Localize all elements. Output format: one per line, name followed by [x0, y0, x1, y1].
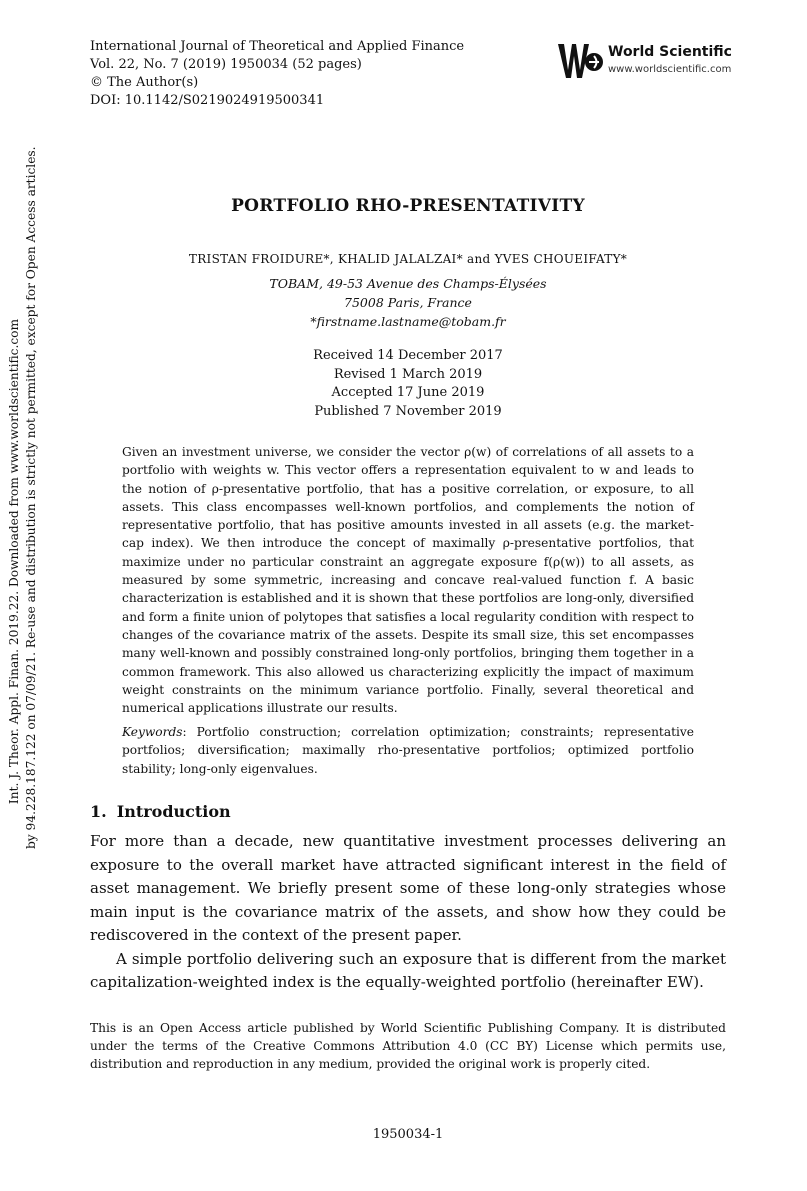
section-title: Introduction [116, 802, 231, 821]
download-watermark [6, 146, 40, 849]
keywords [122, 723, 694, 778]
section-number: 1. [90, 802, 107, 821]
watermark-line-2: by 94.228.187.122 on 07/09/21. Re-use and distribution is strictly not permitted, except for Open Access articles. [24, 146, 38, 849]
keywords-label: Keywords [122, 725, 183, 739]
publication-dates [90, 347, 726, 421]
affiliation-line-1: TOBAM, 49-53 Avenue des Champs-Élysées [269, 276, 547, 291]
accepted-date: Accepted 17 June 2019 [331, 385, 485, 400]
page-number: 1950034-1 [372, 1127, 444, 1142]
doi: DOI: 10.1142/S0219024919500341 [90, 93, 325, 108]
watermark-line-1: Int. J. Theor. Appl. Finan. 2019.22. Downloaded from www.worldscientific.com [7, 318, 21, 805]
journal-header [90, 38, 464, 110]
body-text [90, 830, 726, 995]
section-heading [90, 802, 231, 821]
paragraph: A simple portfolio delivering such an exposure that is different from the market capitalization-weighted index is the equally-weighted portfolio (hereinafter EW). [90, 949, 726, 991]
author-list: TRISTAN FROIDURE*, KHALID JALALZAI* and YVES CHOUEIFATY* [188, 252, 628, 266]
affiliation [90, 274, 726, 331]
affiliation-email: *firstname.lastname@tobam.fr [310, 314, 506, 329]
license-footnote: This is an Open Access article published by World Scientific Publishing Company. It is distributed under the terms of the Creative Commons Attribution 4.0 (CC BY) License which permits use, distribution and reproduction in any medium, provided the original work is properly cited. [90, 1021, 726, 1071]
keywords-text: : Portfolio construction; correlation optimization; constraints; representative portfolios; diversification; maximally rho-presentative portfolios; optimized portfolio stability; long-only eigenvalues. [122, 725, 694, 776]
revised-date: Revised 1 March 2019 [333, 366, 483, 382]
abstract: Given an investment universe, we consider the vector ρ(w) of correlations of all assets to a portfolio with weights w. This vector offers a representation equivalent to w and leads to the notion of ρ-presentative portfolio, that has a positive correlation, or exposure, to all assets. This class encompasses well-known portfolios, and complements the notion of representative portfolio, that has positive amounts invested in all assets (e.g. the market-cap index). We then introduce the concept of maximally ρ-presentative portfolios, that maximize under no particular constraint an aggregate exposure f(ρ(w)) to all assets, as measured by some symmetric, increasing and concave real-valued function f. A basic characterization is established and it is shown that these portfolios are long-only, diversified and form a finite union of polytopes that satisfies a local regularity condition with respect to changes of the covariance matrix of the assets. Despite its small size, this set encompasses many well-known and possibly constrained long-only portfolios, bringing them together in a common framework. This also allowed us characterizing explicitly the impact of maximum weight constraints on the minimum variance portfolio. Finally, several theoretical and numerical applications illustrate our results. [122, 445, 694, 716]
published-date: Published 7 November 2019 [314, 403, 502, 419]
paper-title: PORTFOLIO RHO-PRESENTATIVITY [231, 196, 585, 216]
copyright: © The Author(s) [90, 75, 199, 90]
volume-info: Vol. 22, No. 7 (2019) 1950034 (52 pages) [90, 57, 362, 72]
publisher-logo [556, 40, 746, 84]
world-scientific-logo-icon [556, 40, 604, 80]
publisher-website: www.worldscientific.com [608, 64, 732, 75]
received-date: Received 14 December 2017 [313, 348, 503, 363]
publisher-name: World Scientific [608, 44, 732, 60]
paragraph: For more than a decade, new quantitative investment processes delivering an exposure to the overall market have attracted significant interest in the field of asset management. We briefly present some of these long-only strategies whose main input is the covariance matrix of the assets, and show how they could be rediscovered in the context of the present paper. [90, 832, 726, 944]
journal-name: International Journal of Theoretical and Applied Finance [90, 39, 465, 54]
affiliation-line-2: 75008 Paris, France [344, 295, 472, 310]
